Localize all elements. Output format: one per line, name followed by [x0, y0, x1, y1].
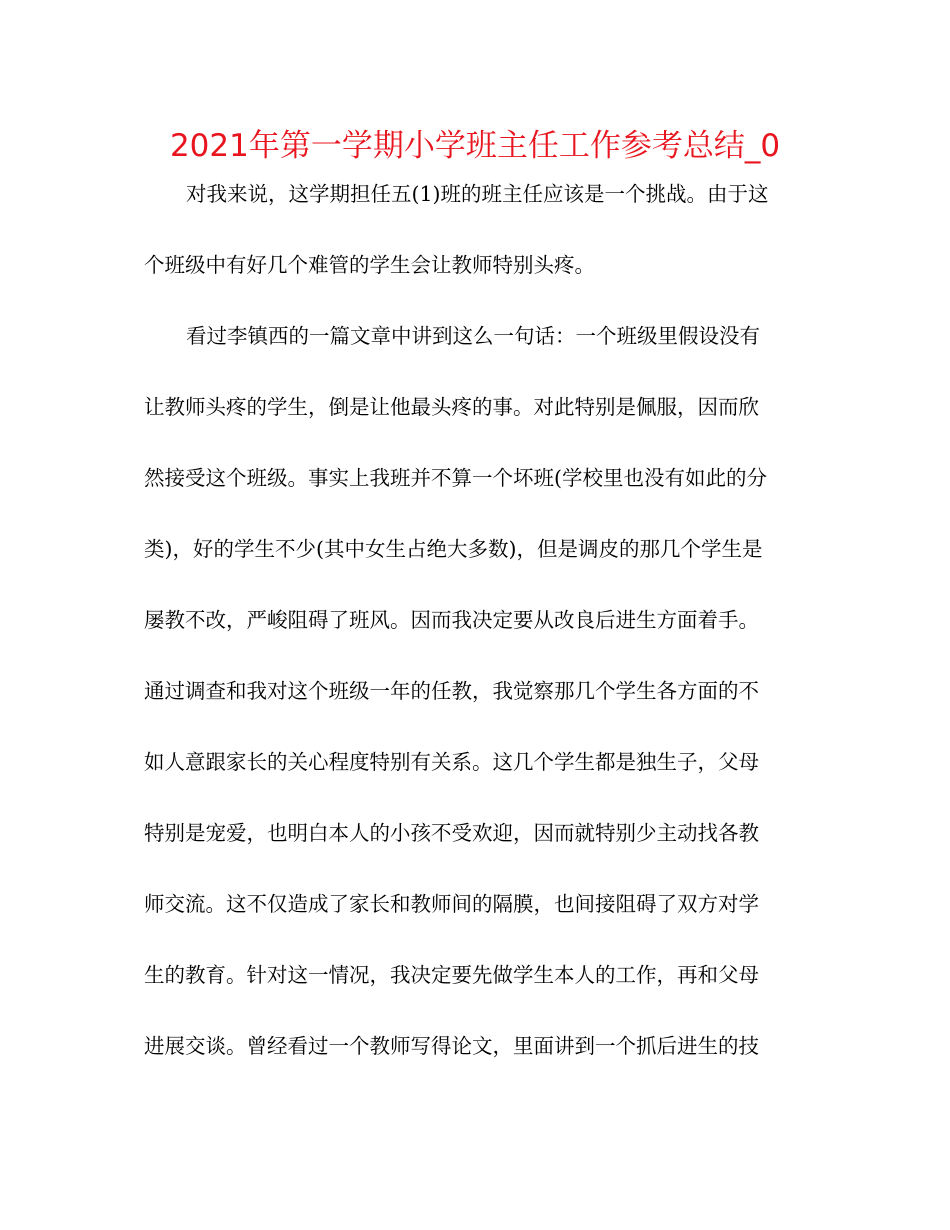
- paragraph-line: 类)，好的学生不少(其中女生占绝大多数)，但是调皮的那几个学生是: [144, 537, 763, 561]
- paragraph-line: 特别是宠爱，也明白本人的小孩不受欢迎，因而就特别少主动找各教: [144, 821, 759, 845]
- paragraph-line: 通过调查和我对这个班级一年的任教，我觉察那几个学生各方面的不: [144, 679, 759, 703]
- paragraph-line: 如人意跟家长的关心程度特别有关系。这几个学生都是独生子，父母: [144, 750, 759, 774]
- paragraph-line: 然接受这个班级。事实上我班并不算一个坏班(学校里也没有如此的分: [144, 466, 767, 490]
- document-title: 2021年第一学期小学班主任工作参考总结_0: [169, 128, 781, 164]
- paragraph-line: 个班级中有好几个难管的学生会让教师特别头疼。: [144, 253, 595, 277]
- paragraph-line: 师交流。这不仅造成了家长和教师间的隔膜，也间接阻碍了双方对学: [144, 892, 759, 916]
- paragraph-line: 进展交谈。曾经看过一个教师写得论文，里面讲到一个抓后进生的技: [144, 1034, 759, 1058]
- paragraph-line: 看过李镇西的一篇文章中讲到这么一句话：一个班级里假设没有: [186, 324, 760, 348]
- paragraph-line: 让教师头疼的学生，倒是让他最头疼的事。对此特别是佩服，因而欣: [144, 395, 759, 419]
- paragraph-line: 对我来说，这学期担任五(1)班的班主任应该是一个挑战。由于这: [186, 182, 769, 206]
- paragraph-line: 屡教不改，严峻阻碍了班风。因而我决定要从改良后进生方面着手。: [144, 608, 759, 632]
- paragraph-line: 生的教育。针对这一情况，我决定要先做学生本人的工作，再和父母: [144, 963, 759, 987]
